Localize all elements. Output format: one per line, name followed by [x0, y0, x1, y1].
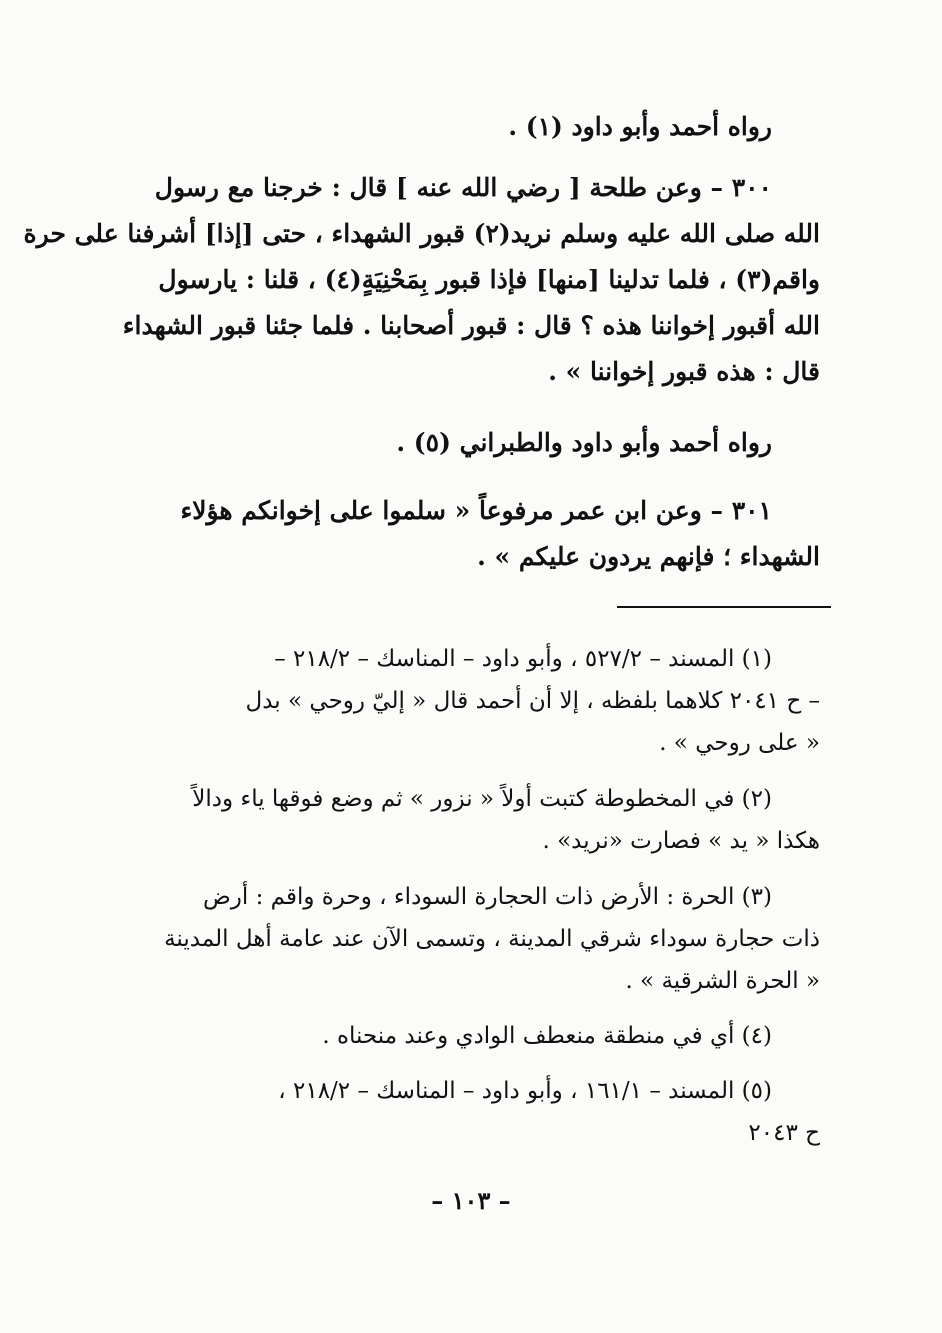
hadith-300 [23, 165, 820, 395]
narration-source-1 [160, 104, 820, 150]
page-number: – ١٠٣ – [431, 1186, 511, 1215]
text-line: ذات حجارة سوداء شرقي المدينة ، وتسمى الآن عند عامة أهل المدينة [164, 926, 820, 952]
text-line: رواه أحمد وأبو داود (١) . [508, 112, 772, 141]
text-line: ح ٢٠٤٣ [748, 1120, 820, 1146]
text-line: « على روحي » . [659, 730, 820, 756]
text-line: ٣٠٠ – وعن طلحة [ رضي الله عنه ] قال : خرجنا مع رسول [154, 173, 772, 202]
footnote-separator [617, 606, 831, 608]
text-line: – ح ٢٠٤١ كلاهما بلفظه ، إلا أن أحمد قال « إليّ روحي » بدل [245, 688, 820, 714]
footnote-3 [160, 876, 820, 1002]
hadith-301 [160, 488, 820, 580]
footnote-2 [160, 778, 820, 862]
text-line: الله صلى الله عليه وسلم نريد(٢) قبور الشهداء ، حتى [إذا] أشرفنا على حرة [23, 219, 820, 248]
text-line: الشهداء ؛ فإنهم يردون عليكم » . [477, 542, 820, 571]
text-line: (٢) في المخطوطة كتبت أولاً « نزور » ثم وضع فوقها ياء ودالاً [192, 786, 772, 812]
text-line: الله أقبور إخواننا هذه ؟ قال : قبور أصحابنا . فلما جئنا قبور الشهداء [122, 311, 820, 340]
text-line: هكذا « يد » فصارت «نريد» . [542, 828, 820, 854]
text-line: رواه أحمد وأبو داود والطبراني (٥) . [396, 428, 772, 457]
text-line: (٣) الحرة : الأرض ذات الحجارة السوداء ، وحرة واقم : أرض [202, 884, 772, 910]
text-line: (٤) أي في منطقة منعطف الوادي وعند منحناه . [322, 1023, 772, 1049]
text-line: « الحرة الشرقية » . [625, 968, 820, 994]
text-line: ٣٠١ – وعن ابن عمر مرفوعاً « سلموا على إخوانكم هؤلاء [180, 496, 772, 525]
footnote-5 [160, 1070, 820, 1154]
footnote-4 [160, 1015, 820, 1057]
text-line: (٥) المسند – ١٦١/١ ، وأبو داود – المناسك – ٢١٨/٢ ، [278, 1078, 772, 1104]
text-line: (١) المسند – ٥٢٧/٢ ، وأبو داود – المناسك – ٢١٨/٢ – [274, 646, 772, 672]
narration-source-2 [160, 420, 820, 466]
footnote-1 [160, 638, 820, 764]
text-line: قال : هذه قبور إخواننا » . [548, 357, 820, 386]
text-line: واقم(٣) ، فلما تدلينا [منها] فإذا قبور بِمَحْنِيَةٍ(٤) ، قلنا : يارسول [158, 265, 820, 294]
